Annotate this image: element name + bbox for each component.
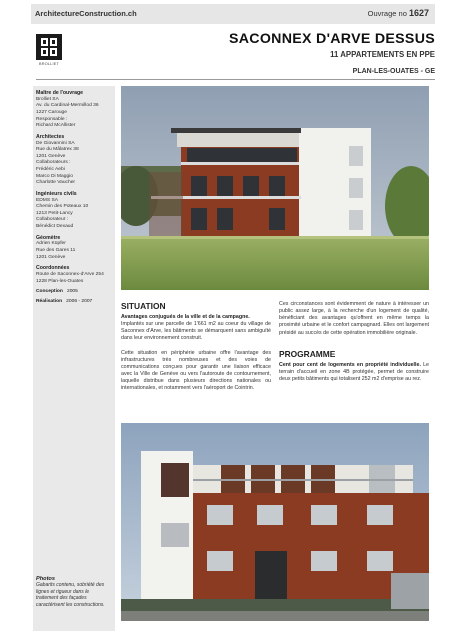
info-line: 1227 Carouge xyxy=(36,109,67,115)
header-divider xyxy=(36,79,435,80)
issue-number xyxy=(368,8,429,18)
info-line: Adrien Küpfer xyxy=(36,241,66,247)
info-line: 1228 Plan-les-Ouates xyxy=(36,278,84,284)
situation-paragraph-2: Cette situation en périphérie urbaine offre l'avantage des infrastructures très nombreuses et des voies de communications conçues pour garantir une liaison efficace avec la Ville de Genève ou vers l'autoroute de contournement, laquelle distribue dans plusieurs directions nationales ou internationales, et notamment vers l'aéroport de Cointrin. xyxy=(121,349,271,392)
issue-prefix: Ouvrage no xyxy=(367,9,407,18)
programme-heading: PROGRAMME xyxy=(279,348,336,359)
programme-paragraph xyxy=(279,362,429,383)
header-strip xyxy=(31,4,435,24)
info-line: 1201 Genève xyxy=(36,254,66,260)
programme-section xyxy=(279,301,429,390)
logo-caption: BROLLIET xyxy=(39,62,59,66)
situation-paragraph-1: Implantés sur une parcelle de 1'661 m2 au coeur du village de Saconnex d'Arve, les bâtiments se démarquent sans ambiguïté dans leur environnement construit. xyxy=(121,321,271,342)
info-line: De Giovannini SA xyxy=(36,140,75,146)
info-maitre xyxy=(36,90,112,130)
info-line: Richard McAllister xyxy=(36,123,76,129)
building-photo-top xyxy=(121,86,429,290)
photos-caption xyxy=(36,576,112,608)
info-line: Collaborateur : xyxy=(36,217,69,223)
info-line: Rue des Gares 11 xyxy=(36,247,76,253)
page-subtitle: 11 APPARTEMENTS EN PPE xyxy=(330,50,435,59)
photos-text: Gabarits contenu, sobriété des lignes et rigueur dans le traitement des façades caractérisent les constructions. xyxy=(36,582,105,608)
situation-heading: SITUATION xyxy=(121,301,166,311)
page-title: SACONNEX D'ARVE DESSUS xyxy=(228,31,435,47)
site-name[interactable]: ArchitectureConstruction.ch xyxy=(35,9,137,18)
realisation-label: Réalisation xyxy=(36,298,63,304)
info-heading: Géomètre xyxy=(36,234,61,241)
info-ingenieurs xyxy=(36,191,112,231)
info-line: Bénédict Dexaud xyxy=(36,224,74,229)
info-architectes xyxy=(36,134,112,187)
facade-photo-image xyxy=(121,423,429,621)
project-info-column xyxy=(33,86,115,631)
logo-mark-icon xyxy=(41,38,57,56)
conception-label: Conception xyxy=(36,289,63,295)
info-line: Frédéric Aebi xyxy=(36,166,65,172)
info-heading: Maître de l'ouvrage xyxy=(36,90,84,96)
info-line: Chemin des Poteaux 10 xyxy=(36,204,89,210)
info-realisation xyxy=(36,299,112,306)
brolliet-logo xyxy=(36,34,62,60)
info-line: Av. du Cardinal-Mermillod 36 xyxy=(36,103,99,109)
situation-lead: Avantages conjugués de la ville et de la campagne. xyxy=(121,314,250,320)
info-conception xyxy=(36,289,112,296)
issue-number-value: 1627 xyxy=(408,8,429,18)
photos-heading: Photos xyxy=(36,576,55,582)
info-line: EDMS SA xyxy=(36,197,59,203)
info-line: 1213 Petit-Lancy xyxy=(36,210,73,216)
location-label: PLAN-LES-OUATES - GE xyxy=(352,68,435,75)
building-photo-image xyxy=(121,86,429,290)
info-line: 1201 Genève xyxy=(36,153,66,159)
info-geometre xyxy=(36,235,112,262)
info-line: Collaborateurs : xyxy=(36,160,71,166)
info-line: Marco Di Maggio xyxy=(36,173,73,179)
info-heading: Ingénieurs civils xyxy=(36,190,77,197)
info-line: Route de Saconnex-d'Arve 254 xyxy=(36,271,104,277)
conception-value: 2005 xyxy=(66,289,78,295)
building-photo-bottom xyxy=(121,423,429,621)
programme-text: Le terrain d'accueil en zone 4B protégée, permet de construire deux petits bâtiments qui totalisent 252 m2 d'emprise au rez. xyxy=(279,361,429,382)
info-line: Charlotte Vaucher xyxy=(36,180,76,186)
situation-section xyxy=(121,301,271,399)
programme-lead: Cent pour cent de logements en propriété individuelle. xyxy=(279,361,421,368)
info-line: Rue du Mâlatrex 38 xyxy=(36,147,79,153)
info-line: Responsable : xyxy=(36,116,68,122)
info-heading: Coordonnées xyxy=(36,265,70,272)
realisation-value: 2006 - 2007 xyxy=(66,298,93,304)
situation-paragraph-3: Ces circonstances sont évidemment de nature à intéresser un public assez large, à la recherche d'un logement de qualité, bénéficiant des avantages qu'offrent en même temps la proximité urbaine et le confort campagnard. Elles ont largement présidé au succès de cette opération immobilière originale. xyxy=(279,301,429,336)
info-line: Brolliet SA xyxy=(36,96,59,102)
info-heading: Architectes xyxy=(36,133,65,140)
info-coordonnees xyxy=(36,265,112,285)
